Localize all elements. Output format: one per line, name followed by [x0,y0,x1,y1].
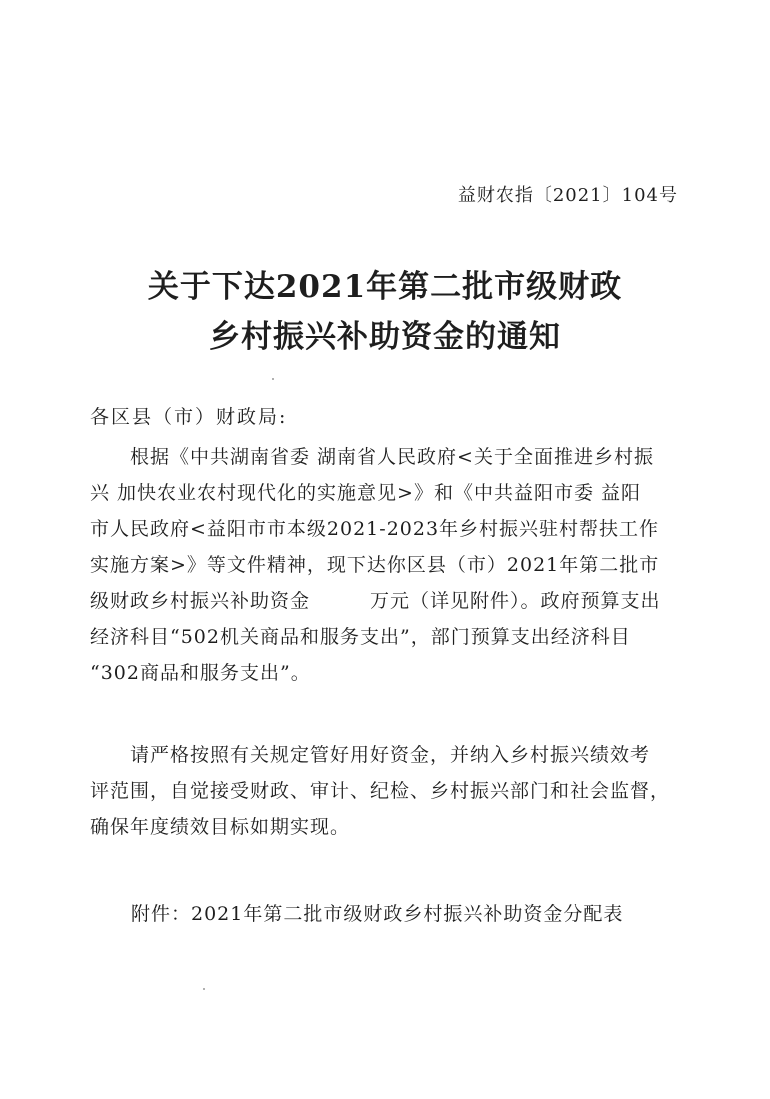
addressee: 各区县（市）财政局: [90,406,288,428]
paragraph-2-line: 确保年度绩效目标如期实现。 [90,816,351,838]
title-line-1: 关于下达2021年第二批市级财政 [147,269,623,305]
paragraph-1 [90,439,690,691]
paragraph-2-line: 评范围，自觉接受财政、审计、纪检、乡村振兴部门和社会监督， [90,780,671,802]
paragraph-1-line: 兴 加快农业农村现代化的实施意见>》和《中共益阳市委 益阳 [90,482,642,504]
attachment-line: 附件：2021年第二批市级财政乡村振兴补助资金分配表 [131,903,624,925]
paragraph-1-line: 级财政乡村振兴补助资金 万元（详见附件）。政府预算支出 [90,590,661,612]
scan-speck [203,988,205,990]
document-number: 益财农指〔2021〕104号 [457,185,678,206]
paragraph-1-line: 实施方案>》等文件精神，现下达你区县（市）2021年第二批市 [90,554,660,576]
paragraph-1-line: 经济科目“502机关商品和服务支出”，部门预算支出经济科目 [90,626,631,648]
paragraph-1-line: 根据《中共湖南省委 湖南省人民政府<关于全面推进乡村振 [90,446,654,468]
paragraph-2 [90,737,690,845]
paragraph-1-line: “302商品和服务支出”。 [90,662,311,684]
paragraph-2-line: 请严格按照有关规定管好用好资金，并纳入乡村振兴绩效考 [90,744,651,766]
scan-speck [272,378,274,380]
title-line-2: 乡村振兴补助资金的通知 [209,319,561,355]
paragraph-1-line: 市人民政府<益阳市市本级2021-2023年乡村振兴驻村帮扶工作 [90,518,660,540]
document-title [0,262,770,362]
